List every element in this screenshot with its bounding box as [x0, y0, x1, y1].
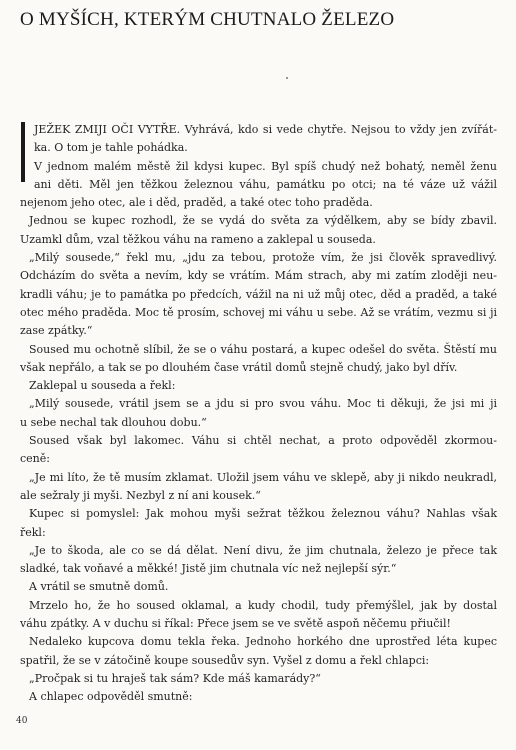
text-line: zase zpátky.“ — [20, 324, 93, 338]
text-line: ani děti. Měl jen těžkou železnou váhu, památku po otci; na té váze už vážil — [34, 177, 497, 191]
page-number: 40 — [16, 716, 28, 726]
text-line: otec mého praděda. Moc tě prosím, schovej mi váhu u sebe. Až se vrátím, vezmu si ji — [20, 305, 497, 319]
text-line: „Je mi líto, že tě musím zklamat. Uložil jsem váhu ve sklepě, aby ji nikdo neukradl, — [29, 470, 497, 484]
text-line: Nedaleko kupcova domu tekla řeka. Jednoho horkého dne uprostřed léta kupec — [29, 635, 497, 649]
chapter-title: O MYŠÍCH, KTERÝM CHUTNALO ŽELEZO — [20, 9, 395, 30]
text-line: ka. O tom je tahle pohádka. — [34, 141, 188, 155]
text-line: A chlapec odpověděl smutně: — [29, 690, 193, 704]
text-line: Kupec si pomyslel: Jak mohou myši sežrat těžkou železnou váhu? Nahlas však — [29, 507, 497, 521]
text-line: nejenom jeho otec, ale i děd, praděd, a také otec toho praděda. — [20, 196, 373, 210]
text-line: sladké, tak voňavé a měkké! Jistě jim chutnala víc než nejlepší sýr.“ — [20, 562, 397, 576]
text-line: „Milý sousede, vrátil jsem se a jdu si pro svou váhu. Moc ti děkuji, že jsi mi ji — [29, 397, 497, 411]
text-line: Uzamkl dům, vzal těžkou váhu na rameno a zaklepal u souseda. — [20, 232, 376, 246]
ink-speck — [286, 77, 288, 79]
text-line: Mrzelo ho, že ho soused oklamal, a kudy chodil, tudy přemýšlel, jak by dostal — [29, 598, 497, 612]
text-line: „Milý sousede,“ řekl mu, „jdu za tebou, protože vím, že jsi člověk spravedlivý. — [29, 251, 497, 265]
text-line: JEŽEK ZMIJI OČI VYTŘE. Vyhrává, kdo si vede chytře. Nejsou to vždy jen zvířát- — [34, 123, 497, 136]
text-line: Zaklepal u souseda a řekl: — [29, 379, 176, 393]
text-line: kradli váhu; je to památka po předcích, vážil na ni už můj otec, děd a praděd, a také — [20, 287, 497, 301]
body-text — [20, 121, 497, 707]
text-line: řekl: — [20, 525, 46, 539]
text-line: A vrátil se smutně domů. — [29, 580, 169, 594]
text-line: Odcházím do světa a nevím, kdy se vrátím. Mám strach, aby mi zatím zloději neu- — [20, 269, 497, 283]
text-line: váhu zpátky. A v duchu si říkal: Přece jsem se ve světě aspoň něčemu přiučil! — [20, 617, 451, 631]
text-line: Soused mu ochotně slíbil, že se o váhu postará, a kupec odešel do světa. Štěstí mu — [29, 342, 497, 356]
text-line: „Pročpak si tu hraješ tak sám? Kde máš kamarády?“ — [29, 671, 321, 685]
text-line: ale sežraly ji myši. Nezbyl z ní ani kousek.“ — [20, 488, 261, 502]
text-line: spatřil, že se v zátočině koupe sousedův syn. Vyšel z domu a řekl chlapci: — [20, 653, 430, 667]
text-line: V jednom malém městě žil kdysi kupec. Byl spíš chudý než bohatý, neměl ženu — [34, 159, 497, 173]
text-line: „Je to škoda, ale co se dá dělat. Není divu, že jim chutnala, železo je přece tak — [29, 543, 497, 557]
text-line: Jednou se kupec rozhodl, že se vydá do světa za výdělkem, aby se bídy zbavil. — [29, 214, 497, 228]
text-line: ceně: — [20, 452, 50, 466]
text-line: Soused však byl lakomec. Váhu si chtěl nechat, a proto odpověděl zkormou- — [29, 434, 497, 448]
text-line: u sebe nechal tak dlouhou dobu.“ — [20, 415, 207, 429]
text-line: však nepřálo, a tak se po dlouhém čase vrátil domů stejně chudý, jako byl dřív. — [20, 360, 458, 374]
